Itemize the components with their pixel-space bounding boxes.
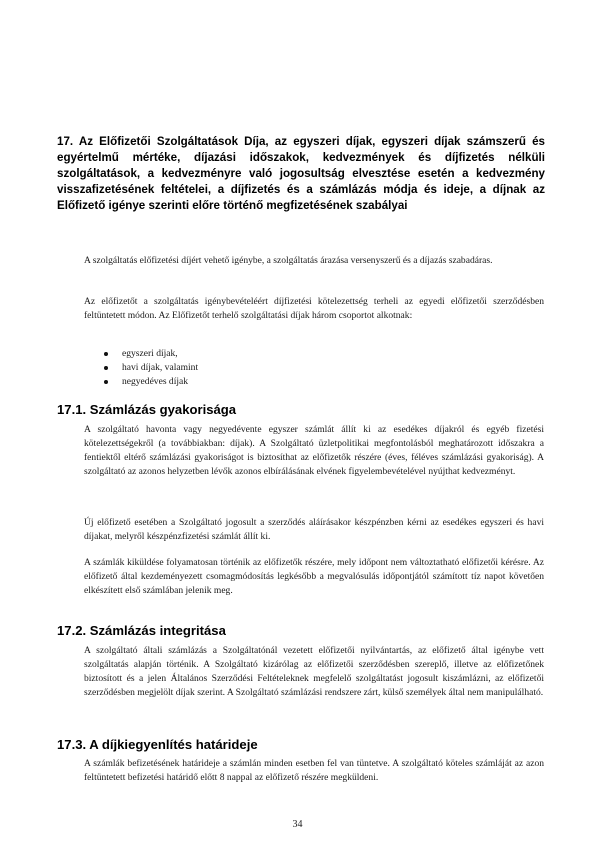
- bullet-icon: [104, 366, 108, 370]
- bullet-icon: [104, 380, 108, 384]
- list-item-text: egyszeri díjak,: [122, 348, 178, 359]
- section-17-1-title: 17.1. Számlázás gyakorisága: [57, 402, 237, 417]
- section-17-heading: 17. Az Előfizetői Szolgáltatások Díja, az egyszeri díjak, egyszeri díjak számszerű és egyértelmű mértéke, díjazási időszakok, kedvezmények és díjfizetés nélküli szolgáltatások, a kedvezményre való jogosultság elvesztése esetén a kedvezmény visszafizetésének feltételei, a díjfizetés és a számlázás módja és ideje, a díjnak az Előfizető igénye szerinti előre történő megfizetésének szabályai: [57, 135, 545, 212]
- section-17-3-paragraph-1: A számlák befizetésének határideje a számlán minden esetben fel van tüntetve. A szolgáltató köteles számláját az azon feltüntetett befizetési határidő előtt 8 nappal az előfizető részére megküldeni.: [84, 758, 544, 784]
- list-item-text: negyedéves díjak: [122, 376, 189, 388]
- section-17-1-paragraph-1: A szolgáltató havonta vagy negyedévente egyszer számlát állít ki az esedékes díjakról és egyéb fizetési kötelezettségekről (a továbbiakban: díjak). A Szolgáltató üzletpolitikai megfontolásból meghatározott időszakra a fentiektől eltérő számlázási gyakoriságot is biztosíthat az előfizetők részére (éves, féléves számlázási gyakoriság). A szolgáltató az azonos helyzetben lévők azonos elbírálásának elvének figyelembevételével nyújthat kedvezményt.: [84, 424, 544, 478]
- list-item: [84, 361, 384, 375]
- intro-paragraph-1: A szolgáltatás előfizetési díjért vehető igénybe, a szolgáltatás árazása versenyszerű és a díjazás szabadáras.: [84, 255, 493, 266]
- section-17-3-title: 17.3. A díjkiegyenlítés határideje: [57, 737, 258, 752]
- list-item-text: havi díjak, valamint: [122, 362, 199, 374]
- section-17-2-title: 17.2. Számlázás integritása: [57, 623, 226, 638]
- list-item: [84, 375, 384, 389]
- fee-groups-list: [84, 347, 384, 389]
- intro-paragraph-2: Az előfizetőt a szolgáltatás igénybevételéért díjfizetési kötelezettség terheli az egyedi előfizetői szerződésben feltüntetett módon. Az Előfizetőt terhelő szolgáltatási díjak három csoportot alkotnak:: [84, 296, 544, 322]
- section-17-1-paragraph-2: Új előfizető esetében a Szolgáltató jogosult a szerződés aláírásakor készpénzben kérni az esedékes egyszeri és havi díjakat, melyről készpénzfizetési számlát állít ki.: [84, 517, 544, 543]
- bullet-icon: [104, 352, 108, 356]
- section-17-2-paragraph-1: A szolgáltató általi számlázás a Szolgáltatónál vezetett előfizetői nyilvántartás, az előfizető által igénybe vett szolgáltatás alapján történik. A Szolgáltató kizárólag az előfizetői szerződésben szereplő, illetve az előfizetőnek biztosított és a jelen Általános Szerződési Feltételeknek megfelelő szolgáltatást jogosult kiszámlázni, az előfizetői szerződésben megjelölt díjak szerint. A Szolgáltató számlázási rendszere zárt, külső személyek által nem manipulálható.: [84, 645, 544, 699]
- page-number: 34: [292, 819, 303, 830]
- section-17-1-paragraph-3: A számlák kiküldése folyamatosan történik az előfizetők részére, mely időpont nem változtatható előfizetői kérésre. Az előfizető által kezdeményezett csomagmódosítás legkésőbb a megvalósulás időpontjától számított tíz napot követően elkészített első számlában jelenik meg.: [84, 557, 544, 597]
- list-item: [84, 347, 384, 361]
